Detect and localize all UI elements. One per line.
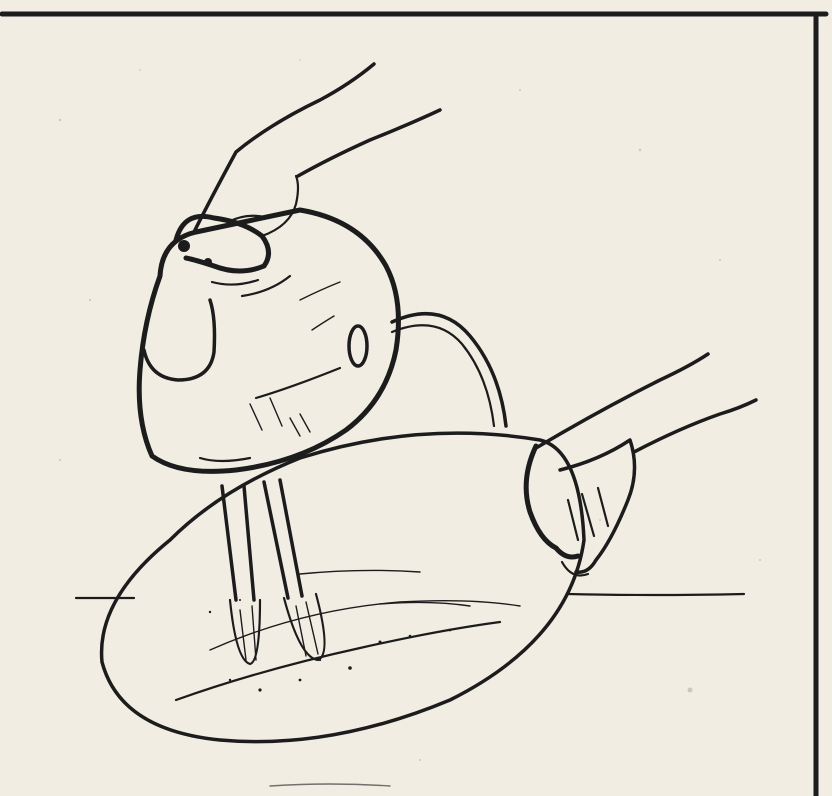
hand-icon [526,354,756,576]
hand-icon [176,64,440,296]
table-edge [76,594,744,598]
paper-texture [59,59,761,761]
frame-border [2,14,826,796]
mixer-beaters [222,480,325,664]
caption-mark [270,784,390,786]
bowl-icon [102,433,584,742]
mixer-cord [392,314,506,426]
